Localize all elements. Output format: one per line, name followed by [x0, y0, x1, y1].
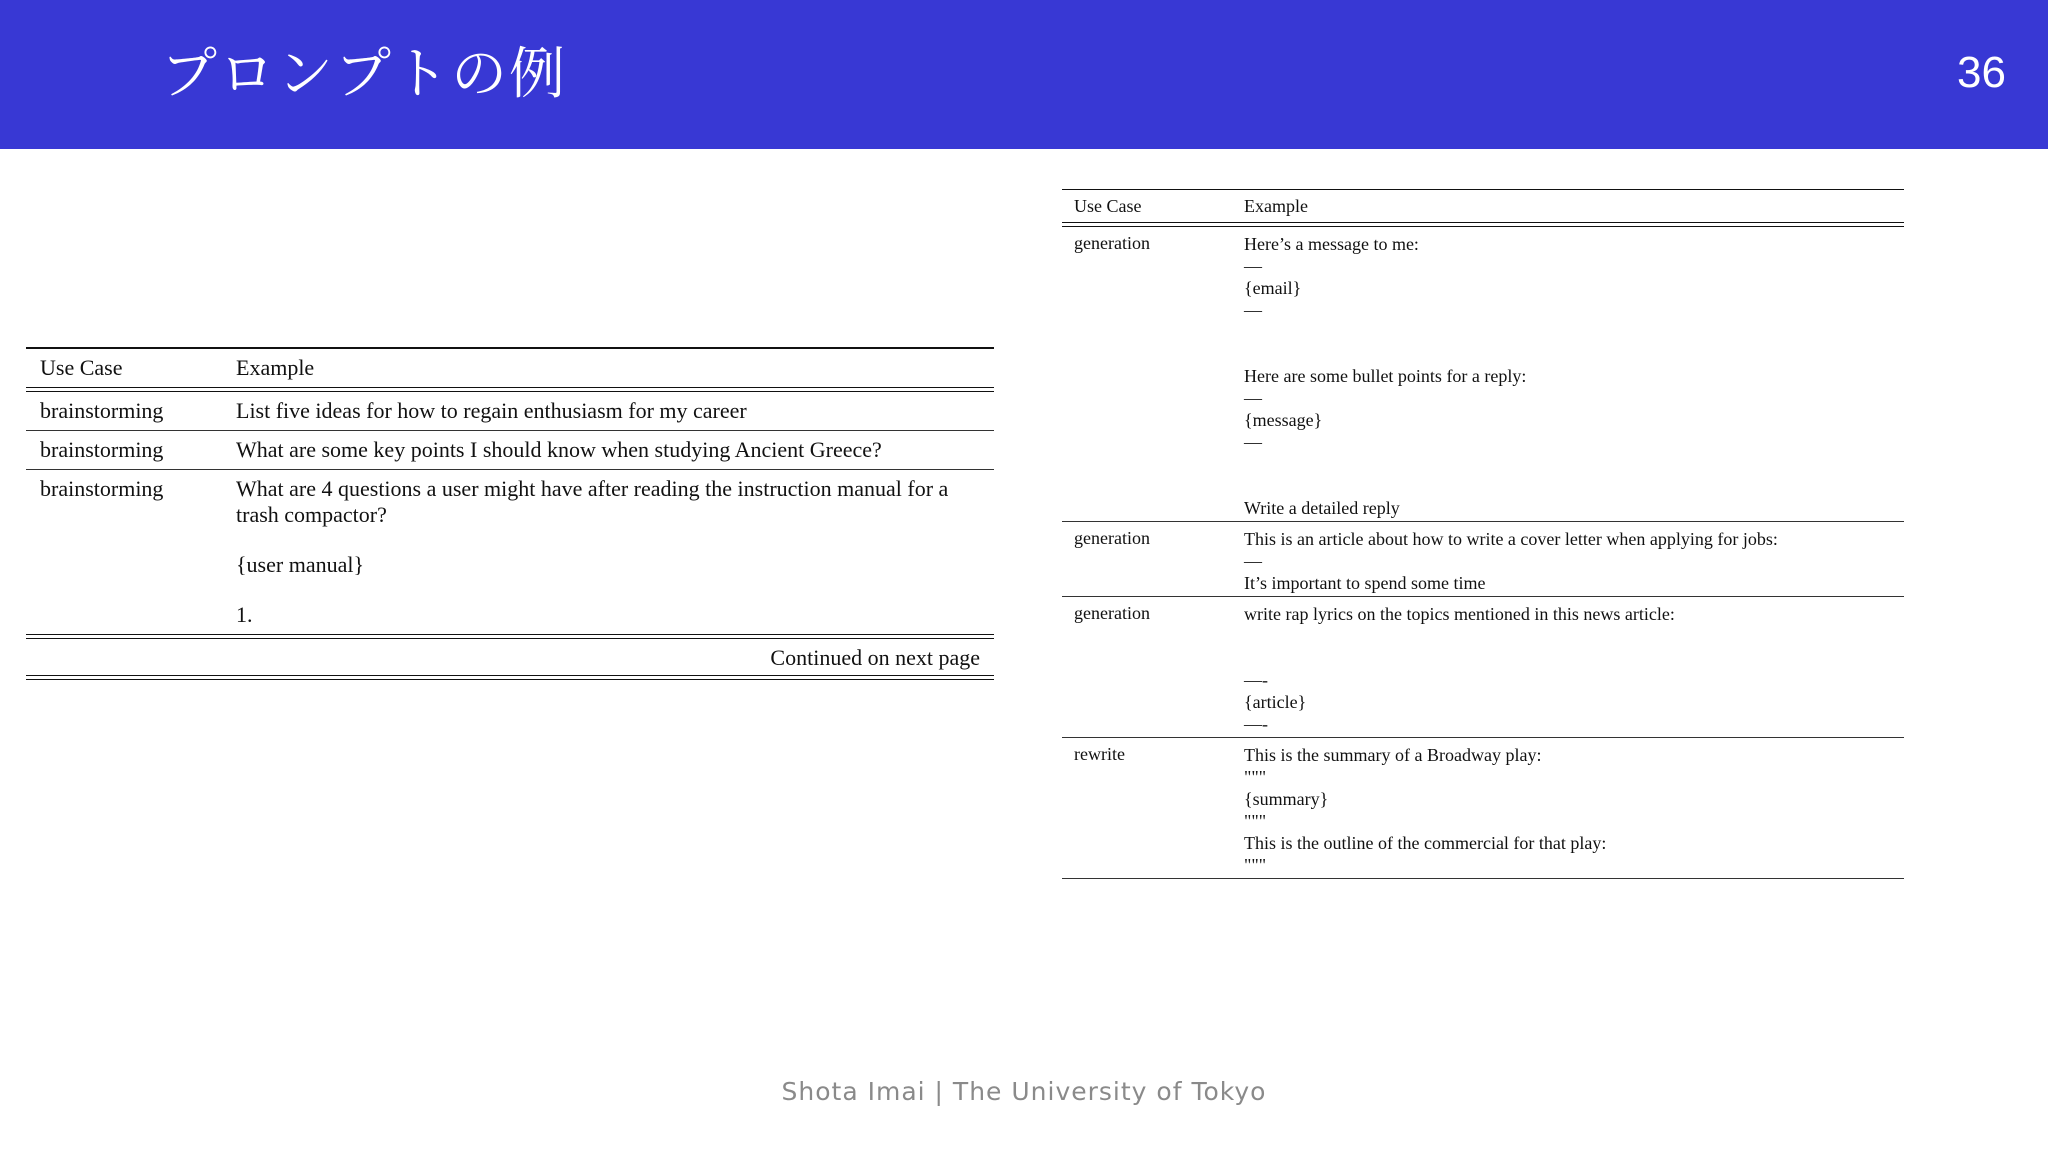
- example-cell: [1244, 522, 1904, 596]
- example-cell: [1244, 597, 1904, 737]
- use-case-cell: generation: [1074, 233, 1150, 253]
- example-line: —: [1244, 256, 1262, 276]
- left-example-table: [26, 347, 994, 680]
- example-cell: [236, 431, 994, 469]
- table-header: [1062, 190, 1904, 222]
- header-bar: [0, 0, 2048, 149]
- example-line: Here are some bullet points for a reply:: [1244, 366, 1527, 386]
- example-cell: [1244, 227, 1904, 521]
- example-line: {user manual}: [236, 552, 365, 577]
- slide-title: プロンプトの例: [161, 42, 567, 107]
- table-row: [26, 431, 994, 470]
- footer-credit: Shota Imai | The University of Tokyo: [781, 1077, 1267, 1106]
- table-row: [1062, 227, 1904, 522]
- table-header: [26, 349, 994, 387]
- example-line: 1.: [236, 602, 253, 627]
- header-example: Example: [236, 355, 315, 380]
- example-cell: [1244, 738, 1904, 878]
- example-line: —: [1244, 388, 1262, 408]
- example-line: What are 4 questions a user might have after reading the instruction manual for a: [236, 476, 949, 501]
- example-line: This is an article about how to write a cover letter when applying for jobs:: [1244, 529, 1778, 549]
- table-row: [26, 392, 994, 431]
- example-line: It’s important to spend some time: [1244, 573, 1486, 593]
- example-line: trash compactor?: [236, 502, 387, 527]
- example-line: {email}: [1244, 278, 1302, 298]
- example-line: This is the summary of a Broadway play:: [1244, 745, 1542, 765]
- example-line: —-: [1244, 714, 1268, 734]
- example-line: """: [1244, 855, 1267, 875]
- use-case-cell: brainstorming: [40, 398, 164, 423]
- page-number: 36: [1957, 48, 2006, 97]
- example-cell: [236, 470, 994, 634]
- example-line: What are some key points I should know when studying Ancient Greece?: [236, 437, 882, 462]
- example-line: write rap lyrics on the topics mentioned in this news article:: [1244, 604, 1675, 624]
- example-line: List five ideas for how to regain enthusiasm for my career: [236, 398, 747, 423]
- table-row: [1062, 522, 1904, 597]
- example-line: —: [1244, 432, 1262, 452]
- use-case-cell: rewrite: [1074, 744, 1125, 764]
- continued-note: Continued on next page: [770, 645, 980, 670]
- table-row: [26, 470, 994, 634]
- header-use-case: Use Case: [1074, 195, 1142, 216]
- example-line: —: [1244, 300, 1262, 320]
- header-use-case: Use Case: [40, 355, 123, 380]
- example-line: {summary}: [1244, 789, 1329, 809]
- example-line: Write a detailed reply: [1244, 498, 1400, 518]
- example-line: {message}: [1244, 410, 1323, 430]
- table-row: [1062, 597, 1904, 738]
- use-case-cell: brainstorming: [40, 476, 164, 501]
- example-cell: [236, 392, 994, 430]
- example-line: {article}: [1244, 692, 1307, 712]
- use-case-cell: generation: [1074, 528, 1150, 548]
- table-row: [1062, 738, 1904, 879]
- example-line: —: [1244, 551, 1262, 571]
- right-example-table: [1062, 189, 1904, 879]
- use-case-cell: brainstorming: [40, 437, 164, 462]
- example-line: This is the outline of the commercial for that play:: [1244, 833, 1607, 853]
- example-line: —-: [1244, 670, 1268, 690]
- example-line: """: [1244, 811, 1267, 831]
- use-case-cell: generation: [1074, 603, 1150, 623]
- example-line: """: [1244, 767, 1267, 787]
- example-line: Here’s a message to me:: [1244, 234, 1419, 254]
- header-example: Example: [1244, 195, 1308, 216]
